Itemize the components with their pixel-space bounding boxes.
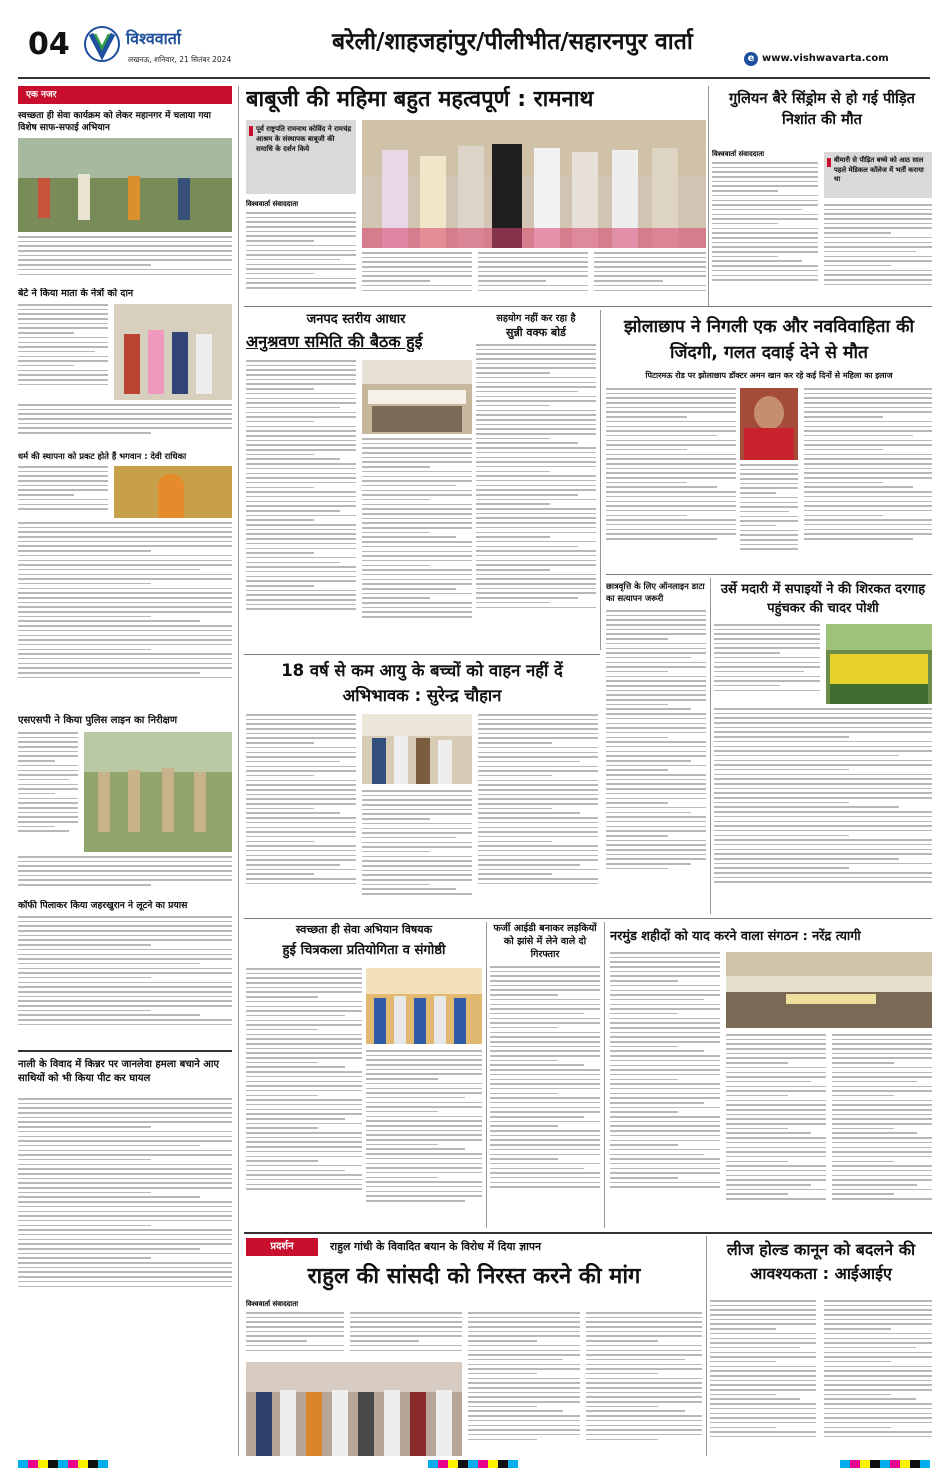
ek-nazar-label: एक नजर: [26, 90, 57, 100]
jholachhap-photo: [740, 388, 798, 460]
left-story2-photo: [114, 304, 232, 400]
farzi-headline: फर्जी आईडी बनाकर लड़कियों को झांसे में लेने वाले दो गिरफ्तार: [493, 923, 597, 960]
urs-photo: [826, 624, 932, 704]
naram-text-col1: [610, 952, 720, 1228]
rahul-tag: [246, 1238, 318, 1256]
left-story6-headline: नाली के विवाद में किन्नर पर जानलेवा हमला बचाने आए साथियों को भी किया पीट कर घायल: [18, 1059, 220, 1084]
rahul-text-col4: [586, 1312, 702, 1456]
website-url[interactable]: www.vishwavarta.com: [762, 53, 889, 64]
janpad-text-col2: [362, 438, 472, 650]
rahul-kicker: राहुल गांधी के विवादित बयान के विरोध में दिया ज्ञापन: [330, 1240, 542, 1253]
swachh-photo: [366, 968, 482, 1044]
sahyog-text: [476, 344, 596, 650]
left-story2-text-b: [18, 404, 232, 444]
jholachhap-text-col1: [606, 388, 736, 568]
col-rule-3: [600, 310, 601, 650]
row-rule-2: [606, 574, 932, 575]
vahan-photo: [362, 714, 472, 784]
lead-text-col3: [478, 252, 588, 300]
col-rule-2: [708, 86, 709, 306]
urs-text-col2: [714, 708, 932, 914]
jholachhap-text-col2: [740, 464, 798, 568]
janpad-headline: अनुश्रवण समिति की बैठक हुई: [246, 332, 423, 351]
section-title: बरेली/शाहजहांपुर/पीलीभीत/सहारनपुर वार्ता: [332, 29, 693, 55]
edition-line: लखनऊ, शनिवार, 21 सितंबर 2024: [128, 55, 232, 64]
sahyog-headline: सुन्नी वक्फ बोर्ड: [506, 326, 566, 339]
chhatra-text: [606, 610, 706, 914]
lead-text-col2: [362, 252, 472, 300]
guliyan-headline: गुलियन बैरे सिंड्रोम से हो गई पीड़ित निशांत की मौत: [729, 90, 915, 128]
col-rule-4: [710, 578, 711, 914]
rahul-text-col1: [246, 1312, 344, 1358]
guliyan-byline: विश्ववार्ता संवाददाता: [712, 150, 765, 158]
swachh-kicker: स्वच्छता ही सेवा अभियान विषयक: [295, 923, 433, 936]
vahan-text-col3: [478, 714, 598, 914]
col-rule-6: [604, 922, 605, 1228]
rahul-text-col3: [468, 1312, 580, 1456]
left-story1-photo: [18, 138, 232, 232]
left-story3-headline: धर्म की स्थापना को प्रकट होते हैं भगवान : देवी राधिका: [18, 451, 187, 461]
rahul-text-col2: [350, 1312, 462, 1358]
website-icon: e: [744, 52, 758, 66]
col-rule-5: [486, 922, 487, 1228]
row-rule-3: [244, 654, 600, 655]
masthead: [0, 0, 945, 82]
left-story4-headline: एसएसपी ने किया पुलिस लाइन का निरीक्षण: [18, 715, 178, 726]
left-divider: [18, 1050, 232, 1052]
left-story2-headline: बेटे ने किया माता के नेत्रों को दान: [18, 288, 134, 299]
vahan-text-col2: [362, 790, 472, 914]
row-rule-5: [244, 1232, 932, 1234]
left-story6-text: [18, 1098, 232, 1318]
left-story3-text-b: [18, 522, 232, 706]
guliyan-highlight: [824, 152, 932, 198]
left-story5-headline: कॉफी पिलाकर किया जहरखुरान ने लूटने का प्रयास: [18, 900, 188, 911]
naram-headline: नरमुंड शहीदों को याद करने वाला संगठन : नरेंद्र त्यागी: [610, 929, 861, 944]
lead-text-col1: [246, 212, 356, 300]
urs-headline: उर्से मदारी में सपाइयों ने की शिरकत दरगाह पहुंचकर की चादर पोशी: [720, 582, 926, 616]
naram-text-col2: [726, 1034, 826, 1228]
brand-logo: [84, 26, 120, 62]
lead-text-col4: [594, 252, 706, 300]
janpad-text-col1: [246, 360, 356, 650]
row-rule-1: [244, 306, 932, 307]
swachh-text-col1: [246, 968, 362, 1228]
left-story4-photo: [84, 732, 232, 852]
brand-name: विश्ववार्ता: [126, 29, 182, 48]
ek-nazar-tag: [18, 86, 232, 104]
rahul-byline: विश्ववार्ता संवाददाता: [246, 1300, 299, 1308]
farzi-text: [490, 966, 600, 1228]
urs-text-col1: [714, 624, 820, 704]
left-story1-text: [18, 236, 232, 284]
lease-text-col2: [824, 1300, 932, 1456]
col-rule-1: [238, 86, 239, 1456]
sahyog-kicker: सहयोग नहीं कर रहा है: [496, 313, 576, 324]
jholachhap-sub: पिटारमऊ रोड पर झोलाछाप डॉक्टर अमन खान कर रहे कई दिनों से महिला का इलाज: [645, 371, 893, 380]
rahul-tag-label: प्रदर्शन: [270, 1241, 294, 1252]
print-color-bar: [18, 1460, 930, 1468]
left-story2-text: [18, 304, 108, 400]
janpad-photo: [362, 360, 472, 434]
swachh-text-col2: [366, 1050, 482, 1228]
rahul-photo: [246, 1362, 462, 1456]
left-story3-photo: [114, 466, 232, 518]
lease-headline: लीज होल्ड कानून को बदलने की आवश्यकता : आईआईए: [726, 1240, 916, 1283]
col-rule-7: [706, 1236, 707, 1456]
naram-photo: [726, 952, 932, 1028]
chhatra-headline: छात्रवृत्ति के लिए ऑनलाइन डाटा का सत्यापन जरूरी: [606, 581, 705, 603]
left-story3-text: [18, 466, 108, 518]
swachh-headline: हुई चित्रकला प्रतियोगिता व संगोष्ठी: [282, 943, 446, 958]
jholachhap-headline: झोलाछाप ने निगली एक और नवविवाहिता की जिंदगी, गलत दवाई देने से मौत: [623, 317, 915, 363]
guliyan-text-col2: [824, 204, 932, 302]
vahan-headline: 18 वर्ष से कम आयु के बच्चों को वाहन नहीं दें अभिभावक : सुरेन्द्र चौहान: [281, 661, 563, 705]
naram-text-col3: [832, 1034, 932, 1228]
lead-headline: बाबूजी की महिमा बहुत महत्वपूर्ण : रामनाथ: [246, 87, 594, 112]
left-story1-headline: स्वच्छता ही सेवा कार्यक्रम को लेकर महानगर में चलाया गया विशेष साफ-सफाई अभियान: [18, 111, 211, 133]
lead-highlight: [246, 120, 356, 194]
row-rule-4: [244, 918, 932, 919]
lease-text-col1: [710, 1300, 816, 1456]
left-story4-text-b: [18, 856, 232, 894]
left-story4-text: [18, 732, 78, 852]
lead-highlight-text: पूर्व राष्ट्रपति रामनाथ कोविंद ने रामचंद्र आश्रम के संस्थापक बाबूजी की समाधि के दर्शन किये: [256, 125, 352, 153]
lead-photo: [362, 120, 706, 248]
guliyan-highlight-text: बीमारी से पीड़ित बच्चे को आठ साल पहले मेडिकल कॉलेज में भर्ती कराया था: [834, 156, 924, 183]
left-story5-text: [18, 916, 232, 1044]
guliyan-text-col1: [712, 162, 818, 302]
lead-byline: विश्ववार्ता संवाददाता: [246, 200, 299, 208]
masthead-rule: [18, 77, 930, 79]
vahan-text-col1: [246, 714, 356, 914]
left-column: [18, 86, 232, 1456]
janpad-kicker: जनपद स्तरीय आधार: [306, 312, 406, 327]
page-number: 04: [28, 27, 70, 62]
jholachhap-text-col3: [804, 388, 932, 568]
rahul-headline: राहुल की सांसदी को निरस्त करने की मांग: [307, 1264, 641, 1289]
